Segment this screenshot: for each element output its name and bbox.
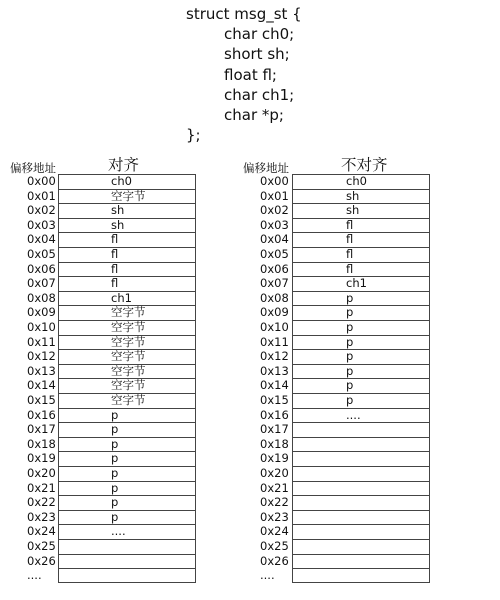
memory-cell: 空字节 [58, 320, 196, 335]
offset-address: 0x12 [27, 349, 56, 364]
offset-address: 0x17 [260, 422, 289, 437]
memory-cell: sh [292, 189, 430, 204]
memory-cell: fl [58, 247, 196, 262]
offset-address: 0x11 [27, 334, 56, 349]
offset-address: 0x14 [27, 378, 56, 393]
memory-cell: p [292, 393, 430, 408]
offset-address: 0x14 [260, 378, 289, 393]
left-offset-header: 偏移地址 [10, 161, 56, 175]
offset-address: 0x10 [27, 320, 56, 334]
offset-address: 0x03 [260, 217, 289, 232]
right-offset-header: 偏移地址 [243, 161, 289, 175]
memory-cell: .... [58, 524, 196, 539]
code-line: float fl; [224, 65, 277, 84]
offset-address: 0x09 [260, 305, 289, 320]
memory-cell: p [292, 291, 430, 306]
memory-cell: ch0 [292, 174, 430, 189]
memory-cell: 空字节 [58, 305, 196, 320]
offset-address: 0x11 [260, 334, 289, 349]
offset-address: 0x03 [27, 217, 56, 232]
memory-cell: 空字节 [58, 378, 196, 393]
struct-definition [186, 4, 302, 145]
offset-address: 0x22 [260, 495, 289, 510]
memory-cell: p [58, 451, 196, 466]
offset-address: 0x05 [260, 247, 289, 261]
offset-address: 0x24 [27, 524, 56, 539]
memory-cell: sh [292, 203, 430, 218]
memory-cell: p [58, 437, 196, 452]
offset-address: 0x04 [260, 232, 289, 247]
offset-address: 0x07 [27, 276, 56, 291]
offset-address: 0x23 [260, 509, 289, 524]
offset-address: 0x04 [27, 232, 56, 247]
offset-address: 0x06 [260, 261, 289, 276]
memory-cell: 空字节 [58, 393, 196, 408]
memory-cell: p [58, 495, 196, 510]
memory-cell: fl [58, 232, 196, 247]
code-line: char ch1; [224, 85, 295, 104]
memory-cell: 空字节 [58, 189, 196, 204]
offset-address: .... [260, 568, 275, 583]
memory-cell: p [58, 408, 196, 423]
offset-address: 0x25 [27, 539, 56, 553]
memory-cell: ch1 [58, 291, 196, 306]
offset-address: 0x17 [27, 422, 56, 437]
offset-address: 0x15 [27, 393, 56, 407]
offset-address: 0x20 [27, 466, 56, 480]
left-title: 对齐 [108, 156, 140, 174]
offset-address: 0x10 [260, 320, 289, 334]
memory-cell: 空字节 [58, 335, 196, 350]
offset-address: 0x21 [27, 480, 56, 495]
offset-address: 0x19 [27, 451, 56, 466]
memory-cell: p [58, 510, 196, 525]
memory-cell: ch0 [58, 174, 196, 189]
offset-address: 0x02 [260, 203, 289, 218]
code-line: short sh; [224, 45, 290, 64]
offset-address: 0x12 [260, 349, 289, 364]
offset-address: 0x01 [27, 188, 56, 203]
offset-address: 0x05 [27, 247, 56, 261]
memory-cell: sh [58, 203, 196, 218]
offset-address: 0x07 [260, 276, 289, 291]
memory-cell: fl [292, 262, 430, 277]
memory-cell: 空字节 [58, 349, 196, 364]
memory-cell: p [292, 364, 430, 379]
offset-address: 0x26 [260, 553, 289, 568]
memory-cell: p [292, 305, 430, 320]
offset-address: 0x08 [260, 290, 289, 305]
code-line: char ch0; [224, 25, 295, 44]
memory-cell: ch1 [292, 276, 430, 291]
offset-address: 0x16 [27, 407, 56, 422]
offset-address: 0x08 [27, 290, 56, 305]
offset-address: .... [27, 568, 42, 583]
memory-cell: 空字节 [58, 364, 196, 379]
offset-address: 0x20 [260, 466, 289, 480]
offset-address: 0x25 [260, 539, 289, 553]
offset-address: 0x09 [27, 305, 56, 320]
offset-address: 0x00 [27, 174, 56, 188]
memory-cell: fl [292, 218, 430, 233]
memory-cell: fl [292, 247, 430, 262]
offset-address: 0x18 [260, 436, 289, 451]
memory-cell: p [58, 422, 196, 437]
code-line: }; [186, 126, 201, 145]
offset-address: 0x16 [260, 407, 289, 422]
offset-address: 0x06 [27, 261, 56, 276]
offset-address: 0x18 [27, 436, 56, 451]
offset-address: 0x13 [260, 363, 289, 378]
table-border [58, 174, 196, 583]
offset-address: 0x21 [260, 480, 289, 495]
memory-cell: sh [58, 218, 196, 233]
right-title: 不对齐 [341, 156, 388, 174]
offset-address: 0x13 [27, 363, 56, 378]
offset-address: 0x02 [27, 203, 56, 218]
offset-address: 0x26 [27, 553, 56, 568]
offset-address: 0x24 [260, 524, 289, 539]
offset-address: 0x00 [260, 174, 289, 188]
offset-address: 0x15 [260, 393, 289, 407]
memory-cell: p [292, 349, 430, 364]
memory-cell: p [292, 335, 430, 350]
memory-cell: p [58, 481, 196, 496]
memory-cell: fl [58, 262, 196, 277]
memory-cell: p [58, 466, 196, 481]
memory-cell: .... [292, 408, 430, 423]
offset-address: 0x22 [27, 495, 56, 510]
offset-address: 0x23 [27, 509, 56, 524]
memory-cell: fl [292, 232, 430, 247]
offset-address: 0x19 [260, 451, 289, 466]
table-border [292, 174, 430, 583]
memory-cell: p [292, 320, 430, 335]
memory-cell: fl [58, 276, 196, 291]
code-line: char *p; [224, 105, 284, 124]
code-line: struct msg_st { [186, 5, 302, 23]
memory-cell: p [292, 378, 430, 393]
offset-address: 0x01 [260, 188, 289, 203]
